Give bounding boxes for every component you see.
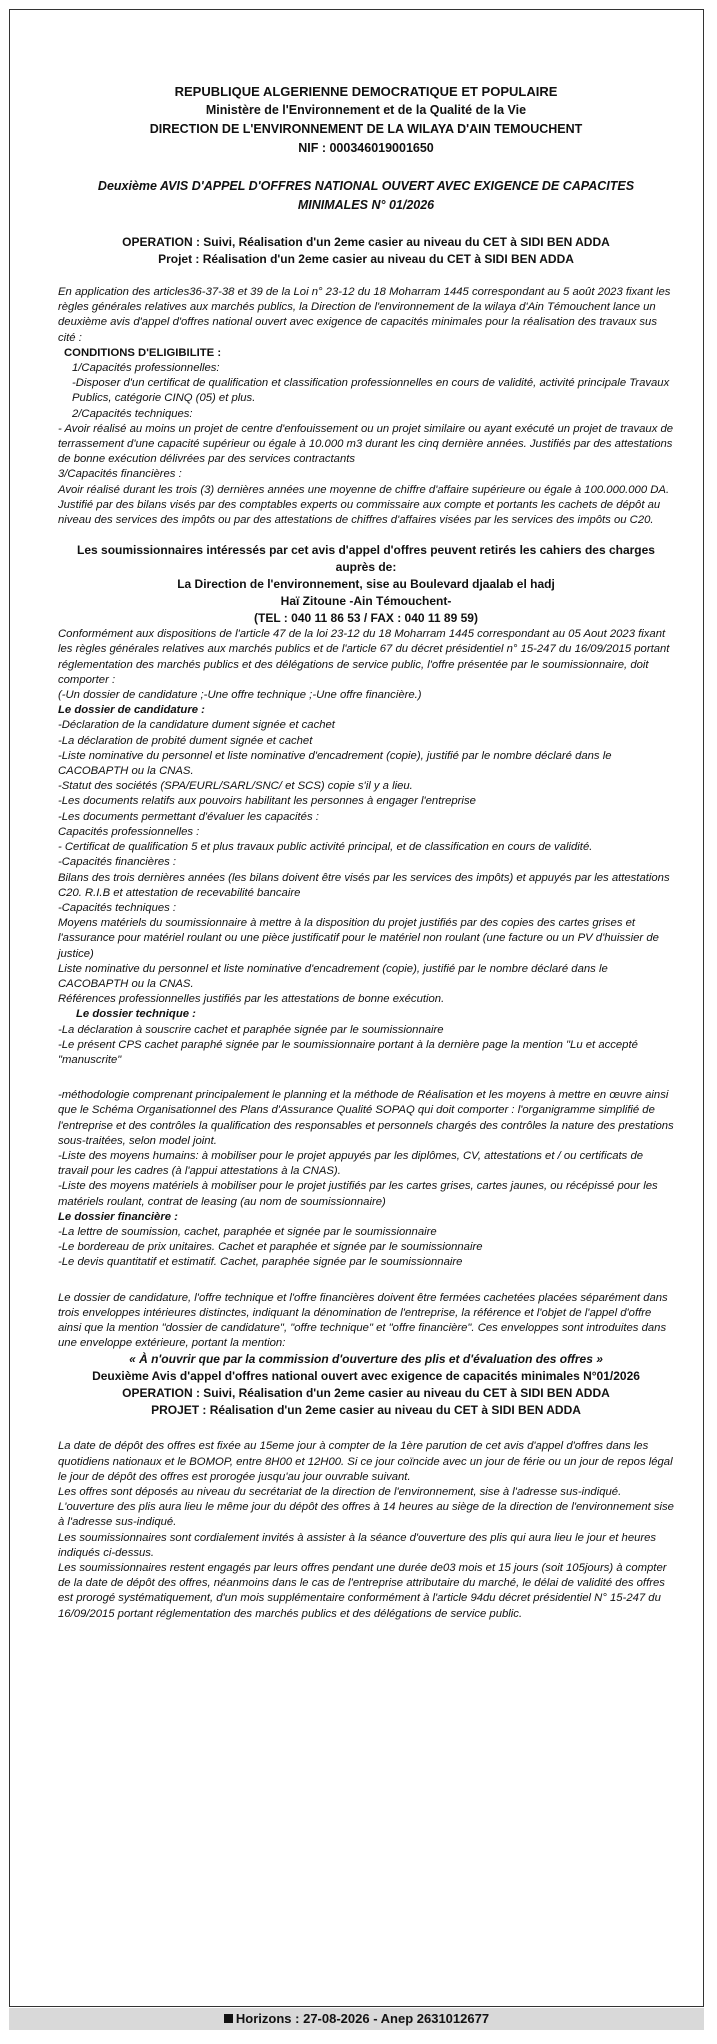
comporter-list: (-Un dossier de candidature ;-Une offre technique ;-Une offre financière.): [58, 689, 422, 702]
intro-paragraph: En application des articles36-37-38 et 39 de la Loi n° 23-12 du 18 Moharram 1445 correspondant au 5 août 2023 fixant les règles générales relatives aux marchés publics, la Direction de l'environnement de la wilaya d'Ain Témouchent lance un deuxième avis d'appel d'offres national ouvert avec exigence de capacités minimales pour la réalisation des travaux sus cité :: [58, 286, 671, 344]
conformement-paragraph: Conformément aux dispositions de l'article 47 de la loi 23-12 du 18 Moharram 1445 correspondant au 05 Aout 2023 fixant les règles générales relatives aux marchés publics et de l'article 67 du décret présidentiel n° 15-247 du 16/09/2015 portant réglementation des marchés publics et des délégations de service public, l'offre présentée par le soumissionnaire, doit comporter :: [58, 628, 670, 686]
notice-frame: [9, 9, 704, 2007]
cap-tech-text: - Avoir réalisé au moins un projet de centre d'enfouissement ou un projet similaire ou ayant exécuté un projet de travaux de terrassement d'une capacité supérieur ou égale à 10.000 m3 durant les cinq dernière années. Justifiés par des attestations de bonne exécution délivrées par des services contractants: [58, 422, 674, 466]
tel-fax: (TEL : 040 11 86 53 / FAX : 040 11 89 59): [254, 611, 478, 626]
header-ministry: Ministère de l'Environnement et de la Qualité de la Vie: [205, 103, 527, 117]
cap-fin-title: 3/Capacités financières :: [58, 468, 182, 481]
dt-item-4: -Liste des moyens humains: à mobiliser pour le projet appuyés par les diplômes, CV, attestations et / ou certificats de travail pour les cadres (à l'appui attestations à la CNAS).: [58, 1149, 644, 1178]
mention-line-1: « À n'ouvrir que par la commission d'ouverture des plis et d'évaluation des offres »: [129, 1352, 603, 1367]
dt-item-2: -Le présent CPS cachet paraphé signée par le soumissionnaire portant à la dernière page la mention "Lu et accepté "manuscrite": [58, 1038, 638, 1066]
conditions-title: CONDITIONS D'ELIGIBILITE :: [64, 346, 222, 359]
retrait-line-3: Haï Zitoune -Ain Témouchent-: [280, 594, 452, 609]
dossier-financier-title: Le dossier financière :: [58, 1210, 178, 1223]
dc-item-3: -Liste nominative du personnel et liste nominative d'encadrement (copie), justifié par le nombre déclaré dans le CACOBAPTH ou la CNAS.: [58, 749, 612, 778]
retrait-line-1: Les soumissionnaires intéressés par cet avis d'appel d'offres peuvent retirés les cahiers des charges auprès de:: [77, 543, 655, 575]
notice-body: [58, 285, 674, 1622]
dc-item-1: -Déclaration de la candidature dument signée et cachet: [58, 719, 335, 732]
dc-item-8: Bilans des trois dernières années (les bilans doivent être visés par les services des impôts) et appuyés par les attestations C20. R.I.B et attestation de recevabilité bancaire: [58, 871, 670, 899]
mention-line-3: OPERATION : Suivi, Réalisation d'un 2eme casier au niveau du CET à SIDI BEN ADDA: [122, 1386, 610, 1401]
dc-cap-pro: Capacités professionnelles :: [58, 825, 200, 838]
cap-pro-text: -Disposer d'un certificat de qualification et classification professionnelles en cours de validité, activité principale Travaux Publics, catégorie CINQ (05) et plus.: [72, 377, 670, 405]
operation-line: OPERATION : Suivi, Réalisation d'un 2eme casier au niveau du CET à SIDI BEN ADDA: [122, 235, 610, 249]
dc-item-10: Liste nominative du personnel et liste nominative d'encadrement (copie), justifié par le nombre déclaré dans le CACOBAPTH ou la CNAS.: [58, 962, 608, 990]
dossier-candidature-title: Le dossier de candidature :: [58, 704, 205, 717]
depot-paragraph-2: Les offres sont déposés au niveau du secrétariat de la direction de l'environnement, sise à l'adresse sus-indiqué.: [58, 1486, 622, 1498]
df-item-1: -La lettre de soumission, cachet, paraphée et signée par le soumissionnaire: [58, 1225, 437, 1238]
depot-paragraph-3: L'ouverture des plis aura lieu le même jour du dépôt des offres à 14 heures au siège de la direction de l'environnement sise à l'adresse sus-indiqué.: [58, 1501, 674, 1529]
depot-paragraph-4: Les soumissionnaires sont cordialement invités à assister à la séance d'ouverture des plis qui aura lieu le jour et heures indiqués ci-dessus.: [58, 1531, 657, 1559]
depot-paragraph-5: Les soumissionnaires restent engagés par leurs offres pendant une durée de03 mois et 15 jours (soit 105jours) à compter de la date de dépôt des offres, néanmoins dans le cas de l'entreprise attributaire du marché, le délai de validité des offres est prorogé systématiquement, d'un mois supplémentaire conformément à l'article 94du décret présidentiel N° 15-247 du 16/09/2015 portant réglementation des marchés publics et des délégations de service public.: [58, 1562, 667, 1620]
df-item-2: -Le bordereau de prix unitaires. Cachet et paraphée et signée par le soumissionnaire: [58, 1241, 483, 1254]
mention-line-4: PROJET : Réalisation d'un 2eme casier au niveau du CET à SIDI BEN ADDA: [151, 1403, 581, 1418]
square-bullet-icon: [224, 2014, 233, 2023]
mention-line-2: Deuxième Avis d'appel d'offres national ouvert avec exigence de capacités minimales N°01/2026: [92, 1369, 640, 1384]
enveloppes-paragraph: Le dossier de candidature, l'offre technique et l'offre financières doivent être fermées cachetées placées séparément dans trois enveloppes intérieures distinctes, indiquant la dénomination de l'entreprise, la référence et l'objet de l'appel d'offre ainsi que la mention "dossier de candidature", "offre technique" et "offre financière". Ces enveloppes sont introduites dans une enveloppe extérieure, portant la mention:: [58, 1291, 668, 1350]
publication-footer: [9, 2008, 704, 2030]
header-republic: REPUBLIQUE ALGERIENNE DEMOCRATIQUE ET POPULAIRE: [174, 84, 558, 99]
dc-item-2: -La déclaration de probité dument signée et cachet: [58, 734, 313, 747]
retrait-line-2: La Direction de l'environnement, sise au Boulevard djaalab el hadj: [177, 577, 555, 592]
dt-item-3: -méthodologie comprenant principalement le planning et la méthode de Réalisation et les moyens à mettre en œuvre ainsi que le Schéma Organisationnel des Plans d'Assurance Qualité SOPAQ qui doit comporter : l'organigramme simplifié de l'entreprise et des contrôles la qualification des responsables et personnels chargés des contrôles la nature des prestations sous-traitées, selon model joint.: [58, 1089, 674, 1147]
header-nif: NIF : 000346019001650: [298, 141, 434, 155]
dc-item-6: -Les documents permettant d'évaluer les capacités :: [58, 810, 319, 823]
notice-content: [58, 82, 674, 1622]
dossier-technique-title: Le dossier technique :: [76, 1008, 196, 1021]
dt-item-5: -Liste des moyens matériels à mobiliser pour le projet justifiés par les cartes grises, cartes jaunes, ou récépissé pour les matériels roulant, contrat de leasing (au nom de soumissionnaire): [58, 1180, 658, 1208]
dc-cap-fin: -Capacités financières :: [58, 856, 177, 869]
dc-item-9: Moyens matériels du soumissionnaire à mettre à la disposition du projet justifiés par des copies des cartes grises et l'assurance pour matériel roulant ou une pièce justificatif pour le matériel non roulant (une facture ou un PV d'huissier de justice): [58, 917, 659, 960]
footer-text: Horizons : 27-08-2026 - Anep 2631012677: [235, 2011, 490, 2026]
dc-cap-tech: -Capacités techniques :: [58, 901, 177, 914]
dc-item-11: Références professionnelles justifiés par les attestations de bonne exécution.: [58, 993, 445, 1006]
depot-paragraph-1: La date de dépôt des offres est fixée au 15eme jour à compter de la 1ère parution de cet avis d'appel d'offres dans les quotidiens nationaux et le BOMOP, entre 8H00 et 12H00. Si ce jour coïncide avec un jour de férie ou un jour de repos légal le jour de dépôt des offres est prorogée jusqu'au jour ouvrable suivant.: [58, 1440, 673, 1483]
cap-pro-title: 1/Capacités professionnelles:: [72, 362, 220, 375]
dc-item-5: -Les documents relatifs aux pouvoirs habilitant les personnes à engager l'entreprise: [58, 795, 476, 808]
df-item-3: -Le devis quantitatif et estimatif. Cachet, paraphée signée par le soumissionnaire: [58, 1256, 463, 1269]
dc-item-4: -Statut des sociétés (SPA/EURL/SARL/SNC/ et SCS) copie s'il y a lieu.: [58, 780, 413, 793]
cap-fin-text: Avoir réalisé durant les trois (3) dernières années une moyenne de chiffre d'affaire supérieure ou égale à 100.000.000 DA. Justifié par des bilans visés par des comptables experts ou commissaire aux compte et portants les cachets de dépôt au niveau des services des impôts ou par des attestations de chiffres d'affaires visées par les services des impôts ou C20.: [58, 483, 670, 527]
header-direction: DIRECTION DE L'ENVIRONNEMENT DE LA WILAYA D'AIN TEMOUCHENT: [149, 122, 583, 136]
cap-tech-title: 2/Capacités techniques:: [72, 407, 193, 420]
avis-title: Deuxième AVIS D'APPEL D'OFFRES NATIONAL OUVERT AVEC EXIGENCE DE CAPACITES MINIMALES N° 01/2026: [97, 179, 635, 212]
projet-line: Projet : Réalisation d'un 2eme casier au niveau du CET à SIDI BEN ADDA: [158, 252, 574, 266]
dt-item-1: -La déclaration à souscrire cachet et paraphée signée par le soumissionnaire: [58, 1023, 444, 1036]
dc-item-7: - Certificat de qualification 5 et plus travaux public activité principal, et de classification en cours de validité.: [58, 841, 593, 854]
